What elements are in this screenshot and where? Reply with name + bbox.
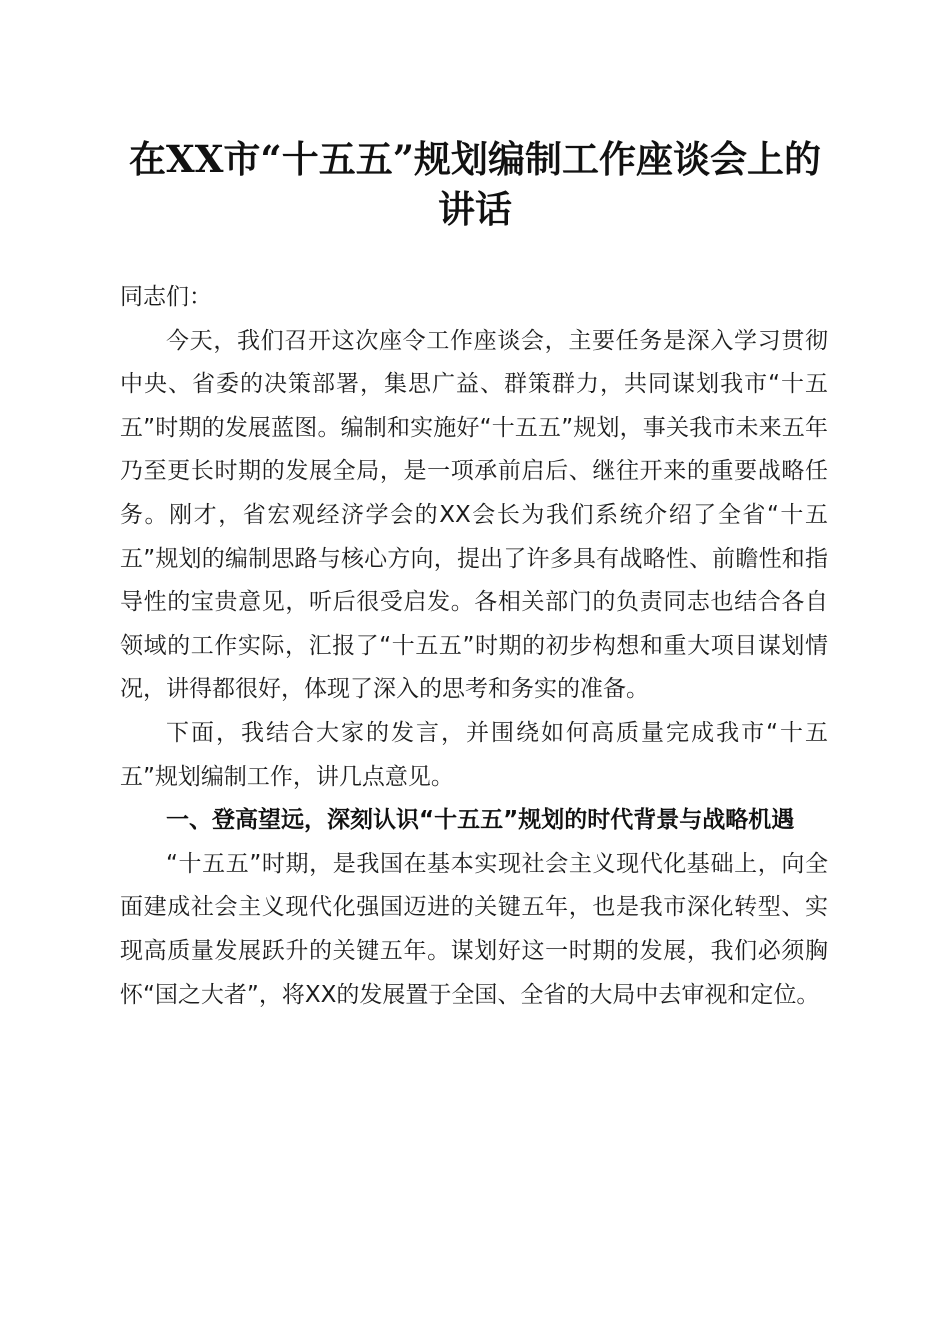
- document-title: [100, 134, 850, 234]
- section-heading: 一、登高望远，深刻认识“十五五”规划的时代背景与战略机遇: [166, 807, 795, 834]
- section-paragraph-1: “十五五”时期，是我国在基本实现社会主义现代化基础上，向全面建成社会主义现代化强国迈进的关键五年，也是我市深化转型、实现高质量发展跃升的关键五年。谋划好这一时期的发展，我们必须胸怀“国之大者”，将XX的发展置于全国、全省的大局中去审视和定位。: [120, 850, 828, 1008]
- paragraph-1: 今天，我们召开这次座令工作座谈会，主要任务是深入学习贯彻中央、省委的决策部署，集思广益、群策群力，共同谋划我市“十五五”时期的发展蓝图。编制和实施好“十五五”规划，事关我市未来五年乃至更长时期的发展全局，是一项承前启后、继往开来的重要战略任务。刚才，省宏观经济学会的XX会长为我们系统介绍了全省“十五五”规划的编制思路与核心方向，提出了许多具有战略性、前瞻性和指导性的宝贵意见，听后很受启发。各相关部门的负责同志也结合各自领域的工作实际，汇报了“十五五”时期的初步构想和重大项目谋划情况，讲得都很好，体现了深入的思考和务实的准备。: [120, 327, 828, 703]
- paragraph-2: 下面，我结合大家的发言，并围绕如何高质量完成我市“十五五”规划编制工作，讲几点意见。: [120, 719, 828, 790]
- title-line-1: 在XX市“十五五”规划编制工作座谈会上的: [129, 137, 821, 181]
- title-line-2: 讲话: [438, 187, 512, 231]
- document-body: [120, 276, 828, 1017]
- salutation: 同志们：: [120, 284, 212, 310]
